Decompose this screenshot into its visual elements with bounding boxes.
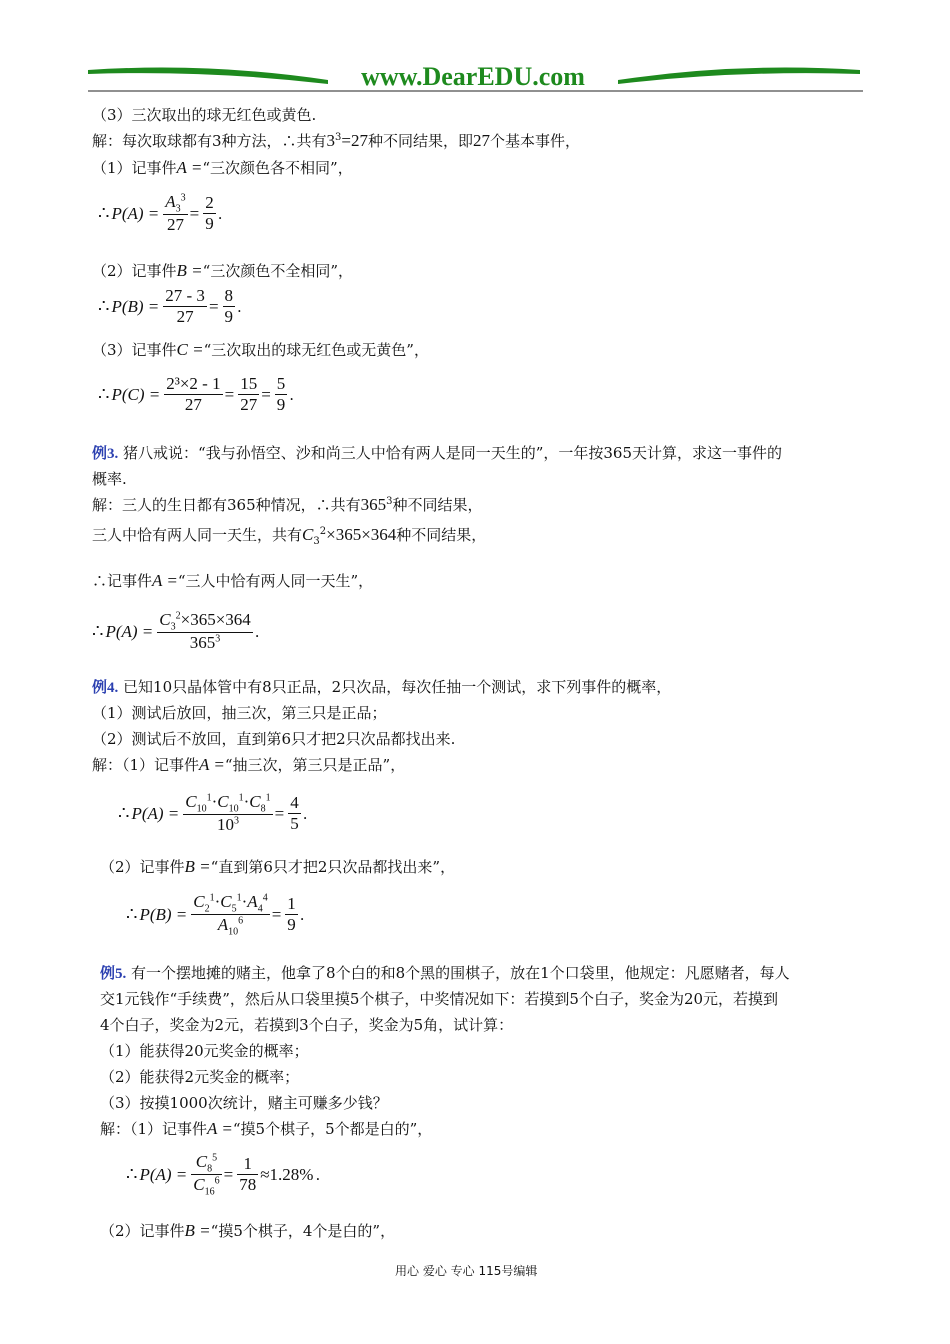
- ex5-event-A: [100, 1118, 432, 1139]
- math: ×365×364: [326, 525, 397, 544]
- line-solution-intro: [92, 130, 580, 151]
- line-event-C: [92, 339, 429, 360]
- ex4-question-1: （1）测试后放回，抽三次，第三只是正品；: [92, 704, 387, 722]
- formula-PA-1: ∴ P(A) = $\frac{A_3^3}{27}$ = $\frac{2}{9}$ .: [98, 192, 223, 235]
- text: 种不同结果，: [396, 526, 487, 544]
- fraction: $\frac{A_3^3}{27}$: [165, 192, 186, 235]
- text: 解：（1）记事件: [92, 756, 200, 774]
- example-5-prompt-cont: 交1元钱作“手续费”，然后从口袋里摸5个棋子，中奖情况如下：若摸到5个白子，奖金为20元，若摸到: [100, 990, 779, 1008]
- text: （2）记事件: [92, 262, 177, 280]
- example-label: 例5.: [100, 966, 127, 982]
- line-event-B: [92, 260, 353, 281]
- math: 8: [224, 286, 234, 305]
- math: B =: [184, 1221, 211, 1240]
- ex4-question-2: （2）测试后不放回，直到第6只才把2只次品都找出来.: [92, 730, 456, 748]
- math: 78: [239, 1175, 257, 1195]
- text: 猪八戒说：“我与孙悟空、沙和尚三人中恰有两人是同一天生的”，一年按365天计算，求这一事件的: [123, 444, 783, 462]
- math: 3: [326, 131, 336, 150]
- formula-ex4-PA: ∴ P(A) = $\frac{C_{10}^1\cdot C_{10}^1\cdot C_8^1}{10^3}$ = $\frac{4}{5}$ .: [118, 792, 308, 835]
- text: “摸5个棋子，4个是白的”，: [210, 1222, 396, 1240]
- fraction: [203, 193, 216, 234]
- text: “三次颜色不全相同”，: [202, 262, 353, 280]
- math: A =: [152, 571, 178, 590]
- text: （1）记事件: [92, 159, 177, 177]
- fraction: [288, 793, 301, 834]
- ex5-question-1: （1）能获得20元奖金的概率；: [100, 1042, 309, 1060]
- math: P(A) =: [111, 203, 160, 223]
- math: 9: [287, 915, 296, 935]
- math: 2: [205, 193, 214, 213]
- text: “抽三次，第三只是正品”，: [224, 756, 406, 774]
- text: “三次颜色各不相同”，: [202, 159, 353, 177]
- formula-ex5-PA: ∴ P(A) = $\frac{C_8^5}{C_{16}^6}$ = $\frac{1}{78}$ ≈1.28% .: [126, 1152, 321, 1198]
- example-5-prompt-cont2: 4个白子，奖金为2元，若摸到3个白子，奖金为5角，试计算：: [100, 1016, 514, 1034]
- ex3-solution-line2: 三人中恰有两人同一天生，共有$C_3^2\times 365\times 364$种不同结果，: [92, 525, 487, 547]
- math: 27 - 3: [165, 286, 205, 305]
- ex3-event-A: [92, 570, 373, 591]
- math-sup: 3: [335, 132, 342, 143]
- example-5-prompt: [100, 962, 790, 983]
- math: P(A) =: [105, 621, 154, 641]
- text: 解：三人的生日都有365种情况，∴共有: [92, 496, 361, 514]
- ex5-question-2: （2）能获得2元奖金的概率；: [100, 1068, 300, 1086]
- line-event-A: [92, 157, 353, 178]
- math: P(B) =: [139, 904, 188, 924]
- math: 9: [224, 307, 234, 326]
- math: 2³×2 - 1: [166, 374, 221, 393]
- example-label: 例4.: [92, 680, 119, 696]
- math: ×365×364: [180, 610, 251, 629]
- math: B =: [176, 261, 203, 280]
- math: 365: [189, 633, 216, 653]
- math: A =: [176, 158, 203, 177]
- text: 解：每次取球都有3种方法，∴共有: [92, 132, 327, 150]
- math: P(C) =: [111, 384, 161, 404]
- page-footer: 用心 爱心 专心 115号编辑: [395, 1264, 538, 1278]
- math: 1: [287, 894, 296, 914]
- math: 5: [290, 814, 299, 834]
- math: 1: [237, 1154, 258, 1175]
- example-label: 例3.: [92, 446, 119, 462]
- text: （2）记事件: [100, 1222, 185, 1240]
- math: 27: [176, 307, 194, 326]
- math: A =: [207, 1119, 233, 1138]
- math: 27: [184, 395, 202, 414]
- fraction: [163, 286, 207, 327]
- math: 365: [360, 495, 387, 514]
- fraction: [223, 286, 236, 327]
- text: “摸5个棋子，5个都是白的”，: [232, 1120, 433, 1138]
- ex3-solution-line1: 解：三人的生日都有365种情况，∴共有$365^3$种不同结果，: [92, 495, 483, 514]
- formula-PC: ∴ P(C) = $\frac{\text{2³×2 - 1}}{27}$ = $\frac{15}{27}$ = $\frac{5}{9}$ .: [98, 374, 295, 414]
- ex5-question-3: （3）按摸1000次统计，赌主可赚多少钱？: [100, 1094, 388, 1112]
- text: 已知10只晶体管中有8只正品，2只次品，每次任抽一个测试，求下列事件的概率，: [123, 678, 672, 696]
- math: P(B) =: [111, 296, 160, 316]
- formula-PB-1: ∴ P(B) = $\frac{27 - 3}{27}$ = $\frac{8}{9}$ .: [98, 286, 242, 326]
- math: A =: [199, 755, 225, 774]
- fraction: [237, 1154, 258, 1195]
- math: P(A) =: [131, 803, 180, 823]
- math: 9: [205, 214, 214, 234]
- fraction: $\frac{C_2^1\cdot C_5^1\cdot A_4^4}{A_{10}^6}$: [193, 892, 268, 938]
- math: 4: [290, 793, 299, 813]
- text: （2）记事件: [100, 858, 185, 876]
- math: P(A) =: [139, 1164, 188, 1184]
- therefore-symbol: ∴: [98, 203, 110, 225]
- ex5-event-B: [100, 1220, 395, 1241]
- fraction: [238, 374, 259, 415]
- text: （3）记事件: [92, 341, 177, 359]
- header-banner: [88, 58, 863, 96]
- math: ≈1.28%: [260, 1164, 314, 1184]
- fraction: [285, 894, 298, 935]
- text: 有一个摆地摊的赌主，他拿了8个白的和8个黑的围棋子，放在1个口袋里，他规定：凡愿赌者，每人: [131, 964, 790, 982]
- example-3-prompt: [92, 442, 782, 463]
- ex4-event-A: [92, 754, 405, 775]
- fraction: $\frac{C_8^5}{C_{16}^6}$: [193, 1152, 220, 1198]
- fraction: $\frac{C_{10}^1\cdot C_{10}^1\cdot C_8^1}{10^3}$: [185, 792, 271, 835]
- math: 10: [216, 815, 234, 835]
- text: ∴记事件: [92, 572, 153, 590]
- ex4-event-B: [100, 856, 455, 877]
- math: =27: [341, 131, 369, 150]
- text: 种不同结果，: [392, 496, 483, 514]
- text: 解：（1）记事件: [100, 1120, 208, 1138]
- example-3-prompt-cont: 概率.: [92, 470, 127, 488]
- math: C =: [176, 340, 204, 359]
- text: “直到第6只才把2只次品都找出来”，: [210, 858, 456, 876]
- text: 种不同结果，即: [368, 132, 474, 150]
- text: 个基本事件，: [490, 132, 581, 150]
- line-part3-title: （3）三次取出的球无红色或黄色.: [92, 106, 317, 124]
- text: 三人中恰有两人同一天生，共有: [92, 526, 303, 544]
- math: 27: [240, 395, 258, 414]
- math: 15: [240, 374, 258, 393]
- math: 5: [276, 374, 286, 393]
- text: “三次取出的球无红色或无黄色”，: [203, 341, 429, 359]
- formula-ex3-PA: ∴ P(A) = $\frac{C_3^2\times 365\times 364}{365^3}$ .: [92, 610, 260, 653]
- fraction: [164, 374, 222, 415]
- math: B =: [184, 857, 211, 876]
- fraction: $\frac{C_3^2\times 365\times 364}{365^3}$: [159, 610, 251, 653]
- math: 9: [276, 395, 286, 414]
- math: A: [165, 192, 176, 211]
- math: 27: [473, 131, 491, 150]
- formula-ex4-PB: ∴ P(B) = $\frac{C_2^1\cdot C_5^1\cdot A_4^4}{A_{10}^6}$ = $\frac{1}{9}$ .: [126, 892, 305, 938]
- example-4-prompt: [92, 676, 671, 697]
- fraction: [275, 374, 288, 415]
- text: “三人中恰有两人同一天生”，: [177, 572, 374, 590]
- math: 27: [166, 215, 184, 235]
- site-logo-text: www.DearEDU.com: [361, 62, 585, 91]
